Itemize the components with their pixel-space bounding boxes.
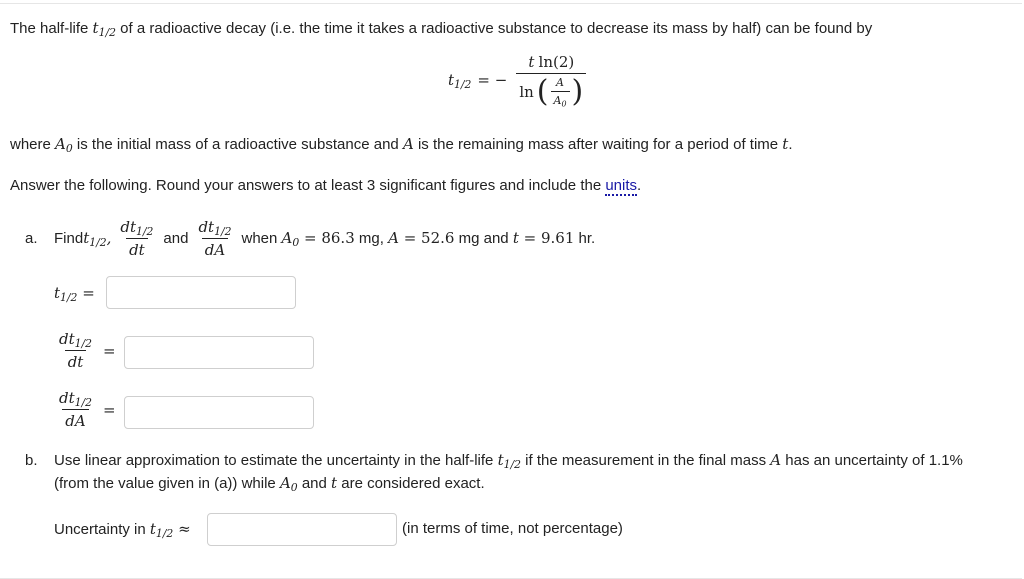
part-b-line1: b. Use linear approximation to estimate the uncertainty in the half-life $t_{1/2}$ if the measurement in the final mass A has an uncertainty of 1.1% (25, 451, 963, 472)
t-half-symbol: $t_{1/2}$ (92, 19, 116, 40)
dt-dA-label: $\frac{dt_{1/2}}{dA}$ = (59, 389, 116, 430)
instructions: Answer the following. Round your answers to at least 3 significant figures and include the units. (10, 177, 642, 194)
dt-dt-label: $\frac{dt_{1/2}}{dt}$ = (59, 330, 116, 371)
uncertainty-note: (in terms of time, not percentage) (402, 520, 623, 537)
t-half-input[interactable] (106, 276, 296, 309)
dt-dA-input[interactable] (124, 396, 314, 429)
half-life-formula: $t_{1/2}$ = − t ln(2) ln ( $\frac{A}{A_0}$ ) (448, 53, 589, 107)
uncertainty-input[interactable] (207, 513, 397, 546)
part-a-question: a. Find $t_{1/2}$, $\frac{dt_{1/2}}{dt}$ and $\frac{dt_{1/2}}{dA}$ when $A_0 = 86.3$ mg, A = 52.6 mg and t = 9.61 hr. (25, 217, 596, 259)
intro-paragraph: The half-life $t_{1/2}$ of a radioactive decay (i.e. the time it takes a radioactive substance to decrease its mass by half) can be found by (10, 19, 873, 40)
where-paragraph: where $A_0$ is the initial mass of a radioactive substance and A is the remaining mass after waiting for a period of time t. (10, 135, 793, 156)
units-link[interactable]: units (605, 177, 638, 194)
dt-dt-input[interactable] (124, 336, 314, 369)
uncertainty-label: Uncertainty in $t_{1/2}$ ≈ (54, 520, 191, 541)
t-half-label: $t_{1/2}$ = (54, 284, 95, 305)
part-b-line2: (from the value given in (a)) while $A_0$ and t are considered exact. (54, 474, 485, 495)
